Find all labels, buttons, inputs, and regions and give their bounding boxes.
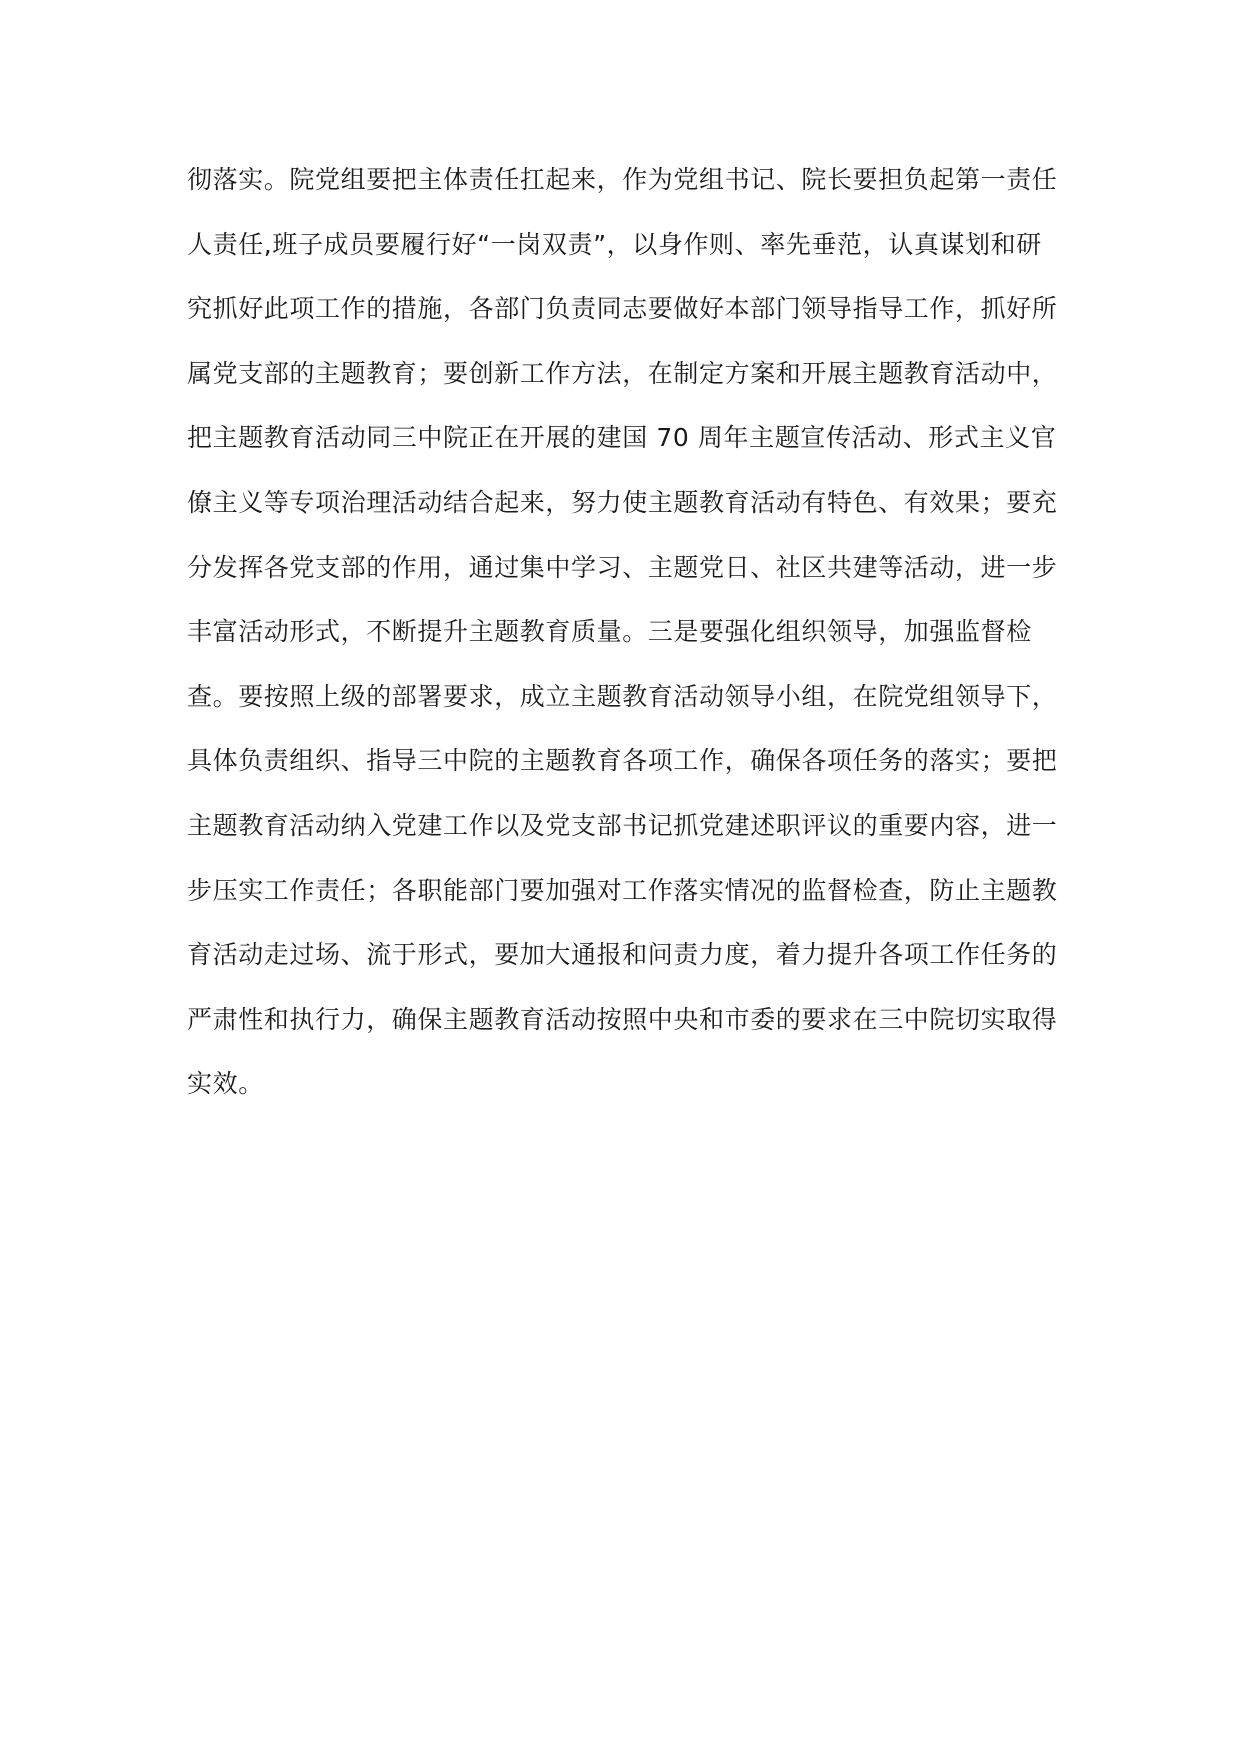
text-line: 主题教育活动纳入党建工作以及党支部书记抓党建述职评议的重要内容，进一 <box>187 810 1058 840</box>
text-line: 僚主义等专项治理活动结合起来，努力使主题教育活动有特色、有效果；要充 <box>187 487 1058 517</box>
text-line: 把主题教育活动同三中院正在开展的建国 70 周年主题宣传活动、形式主义官 <box>187 423 1057 453</box>
text-line: 彻落实。院党组要把主体责任扛起来，作为党组书记、院长要担负起第一责任 <box>187 165 1058 194</box>
text-line: 分发挥各党支部的作用，通过集中学习、主题党日、社区共建等活动，进一步 <box>187 552 1058 582</box>
text-line: 严肃性和执行力，确保主题教育活动按照中央和市委的要求在三中院切实取得 <box>187 1004 1058 1034</box>
text-line: 丰富活动形式，不断提升主题教育质量。三是要强化组织领导，加强监督检 <box>187 617 1032 647</box>
text-line: 育活动走过场、流于形式，要加大通报和问责力度，着力提升各项工作任务的 <box>187 940 1058 970</box>
text-line: 实效。 <box>187 1069 264 1099</box>
text-line: 人责任,班子成员要履行好“一岗双责”，以身作则、率先垂范，认真谋划和研 <box>187 229 1042 259</box>
text-line: 属党支部的主题教育；要创新工作方法，在制定方案和开展主题教育活动中， <box>187 358 1058 388</box>
text-line: 步压实工作责任；各职能部门要加强对工作落实情况的监督检查，防止主题教 <box>187 875 1058 905</box>
text-line: 具体负责组织、指导三中院的主题教育各项工作，确保各项任务的落实；要把 <box>187 746 1058 776</box>
text-line: 究抓好此项工作的措施，各部门负责同志要做好本部门领导指导工作，抓好所 <box>187 294 1058 324</box>
body-paragraph <box>187 160 1067 1129</box>
text-line: 查。要按照上级的部署要求，成立主题教育活动领导小组，在院党组领导下， <box>187 681 1058 711</box>
